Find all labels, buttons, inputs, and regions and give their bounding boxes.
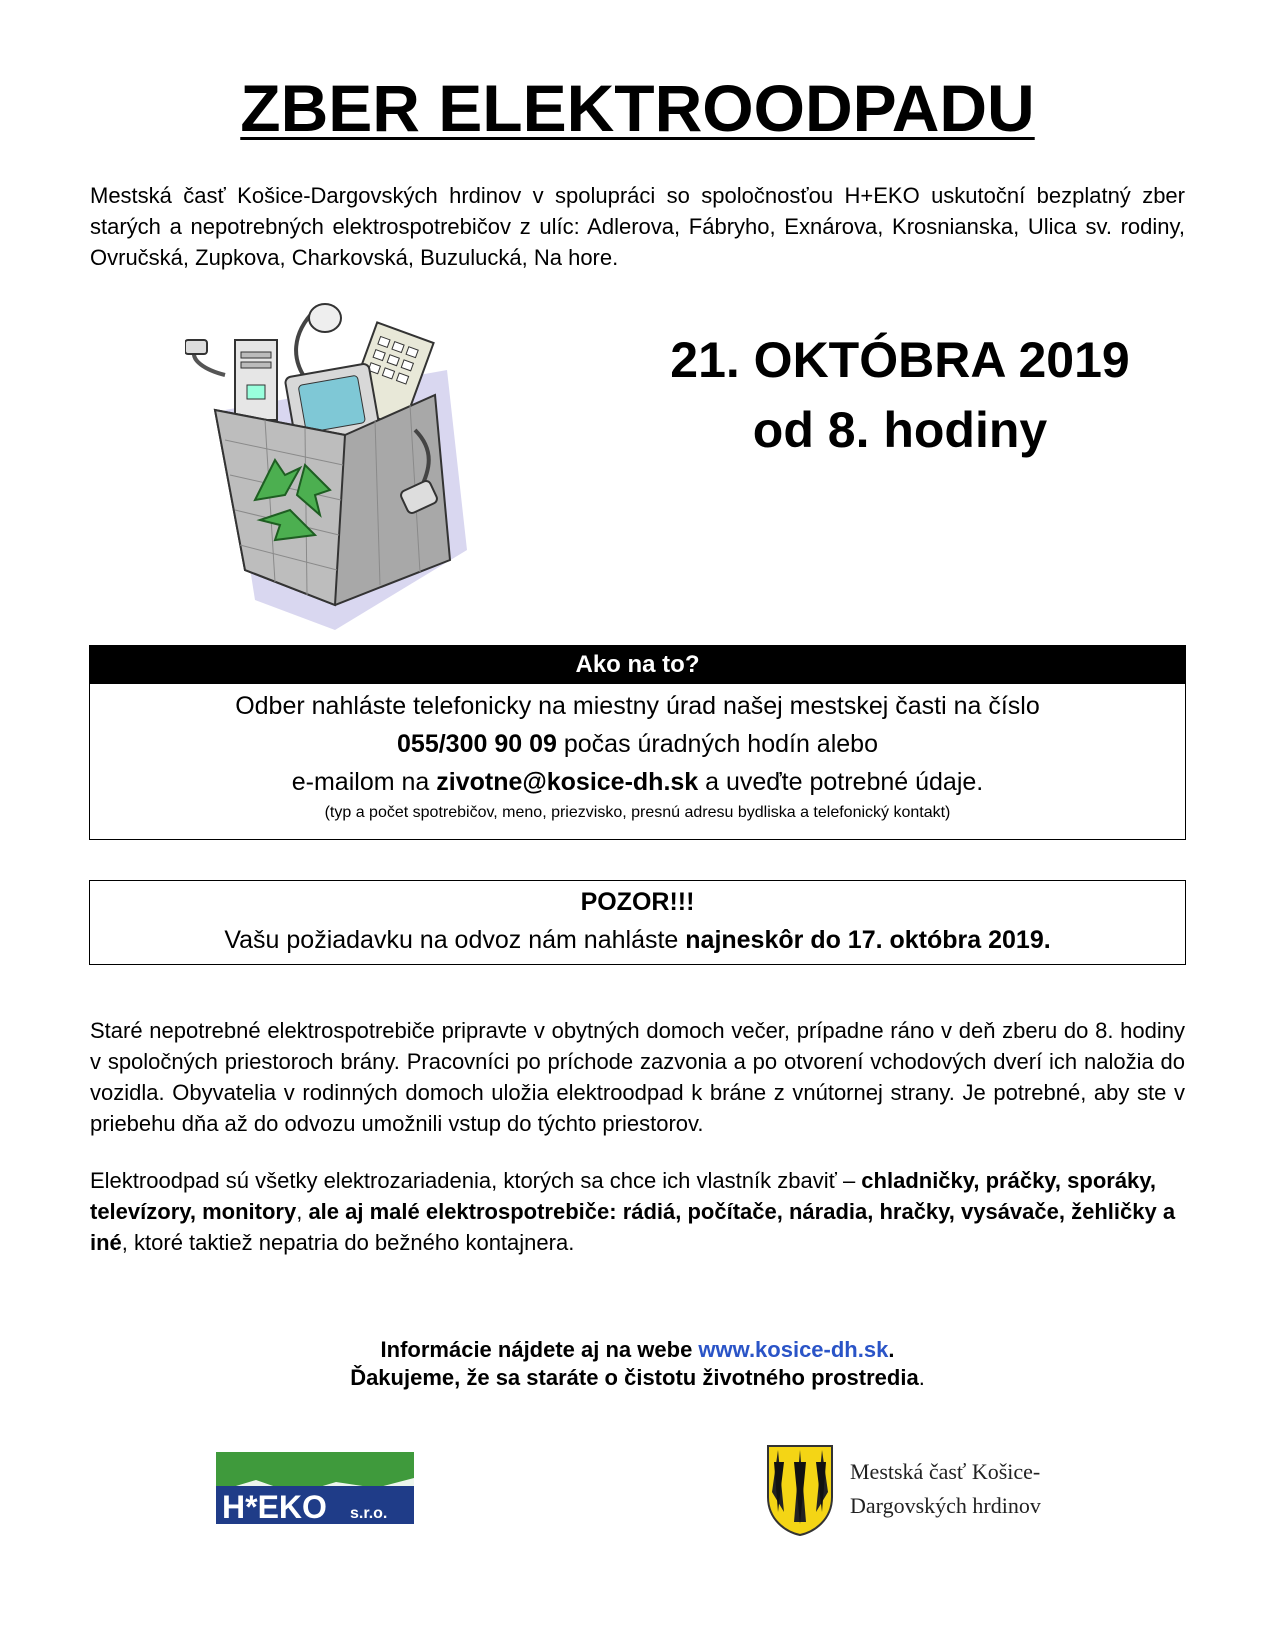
how-to-line2 xyxy=(90,725,1185,763)
thanks-line xyxy=(0,1364,1275,1392)
definition-start: Elektroodpad sú všetky elektrozariadenia, ktorých sa chce ich vlastník zbaviť – xyxy=(90,1168,862,1193)
thanks-text: Ďakujeme, že sa staráte o čistotu životného prostredia xyxy=(350,1365,919,1390)
heko-logo xyxy=(216,1452,414,1524)
warning-deadline: najneskôr do 17. októbra 2019. xyxy=(685,926,1051,954)
how-to-line1: Odber nahláste telefonicky na miestny úrad našej mestskej časti na číslo xyxy=(235,692,1040,720)
definition-end: , ktoré taktiež nepatria do bežného kontajnera. xyxy=(121,1230,575,1255)
website-link[interactable]: www.kosice-dh.sk xyxy=(698,1337,889,1362)
info-footer xyxy=(0,1336,1275,1392)
event-time: od 8. hodiny xyxy=(752,402,1048,458)
event-date-block xyxy=(610,325,1190,465)
how-to-heading: Ako na to? xyxy=(90,646,1185,684)
heko-logo-text: H*EKO xyxy=(222,1489,327,1524)
info-prefix: Informácie nájdete aj na webe xyxy=(380,1337,699,1362)
thanks-end: . xyxy=(918,1365,925,1390)
email-suffix: a uveďte potrebné údaje. xyxy=(698,768,984,796)
warning-text-line xyxy=(90,921,1185,959)
definition-bold1: chladničky, práčky, sporáky, televízory, monitory xyxy=(90,1168,1156,1224)
info-suffix: . xyxy=(888,1337,895,1362)
waste-definition-paragraph xyxy=(90,1165,1185,1258)
how-to-line2-rest: počas úradných hodín alebo xyxy=(556,730,878,758)
intro-paragraph: Mestská časť Košice-Dargovských hrdinov v spolupráci so spoločnosťou H+EKO uskutoční bezplatný zber starých a nepotrebných elektrospotrebičov z ulíc: Adlerova, Fábryho, Exnárova, Krosnianska, Ulica sv. rodiny, Ovručská, Zupkova, Charkovská, Buzulucká, Na hore. xyxy=(90,183,1185,270)
warning-box xyxy=(89,880,1186,965)
how-to-body xyxy=(90,684,1185,839)
event-date: 21. OKTÓBRA 2019 xyxy=(670,332,1130,388)
warning-heading: POZOR!!! xyxy=(580,888,695,916)
city-crest xyxy=(764,1442,836,1537)
heko-logo-suffix: s.r.o. xyxy=(350,1505,388,1522)
instructions-paragraph: Staré nepotrebné elektrospotrebiče pripravte v obytných domoch večer, prípadne ráno v deň zberu do 8. hodiny v spoločných priestoroch brány. Pracovníci po príchode zazvonia a po otvorení vchodových dverí ich naložia do vozidla. Obyvatelia v rodinných domoch uložia elektroodpad k bráne z vnútornej strany. Je potrebné, aby ste v priebehu dňa až do odvozu umožnili vstup do týchto priestorov. xyxy=(90,1018,1185,1136)
how-to-line3 xyxy=(90,763,1185,801)
city-name-line2: Dargovských hrdinov xyxy=(850,1493,1041,1518)
city-name-line1: Mestská časť Košice- xyxy=(850,1459,1041,1484)
page-title xyxy=(0,70,1275,146)
email-address: zivotne@kosice-dh.sk xyxy=(436,768,699,796)
warning-text: Vašu požiadavku na odvoz nám nahláste xyxy=(224,926,686,954)
city-name xyxy=(850,1455,1041,1523)
how-to-note: (typ a počet spotrebičov, meno, priezvisko, presnú adresu bydliska a telefonický kontakt) xyxy=(324,804,951,821)
info-line xyxy=(0,1336,1275,1364)
page-title-text: ZBER ELEKTROODPADU xyxy=(240,71,1035,145)
recycling-bin-illustration xyxy=(185,300,475,640)
definition-mid: , xyxy=(296,1199,309,1224)
phone-number: 055/300 90 09 xyxy=(397,730,557,758)
definition-bold2: ale aj malé elektrospotrebiče: rádiá, počítače, náradia, hračky, vysávače, žehličky a iné xyxy=(90,1199,1176,1255)
email-prefix: e-mailom na xyxy=(291,768,437,796)
how-to-box xyxy=(89,645,1186,840)
